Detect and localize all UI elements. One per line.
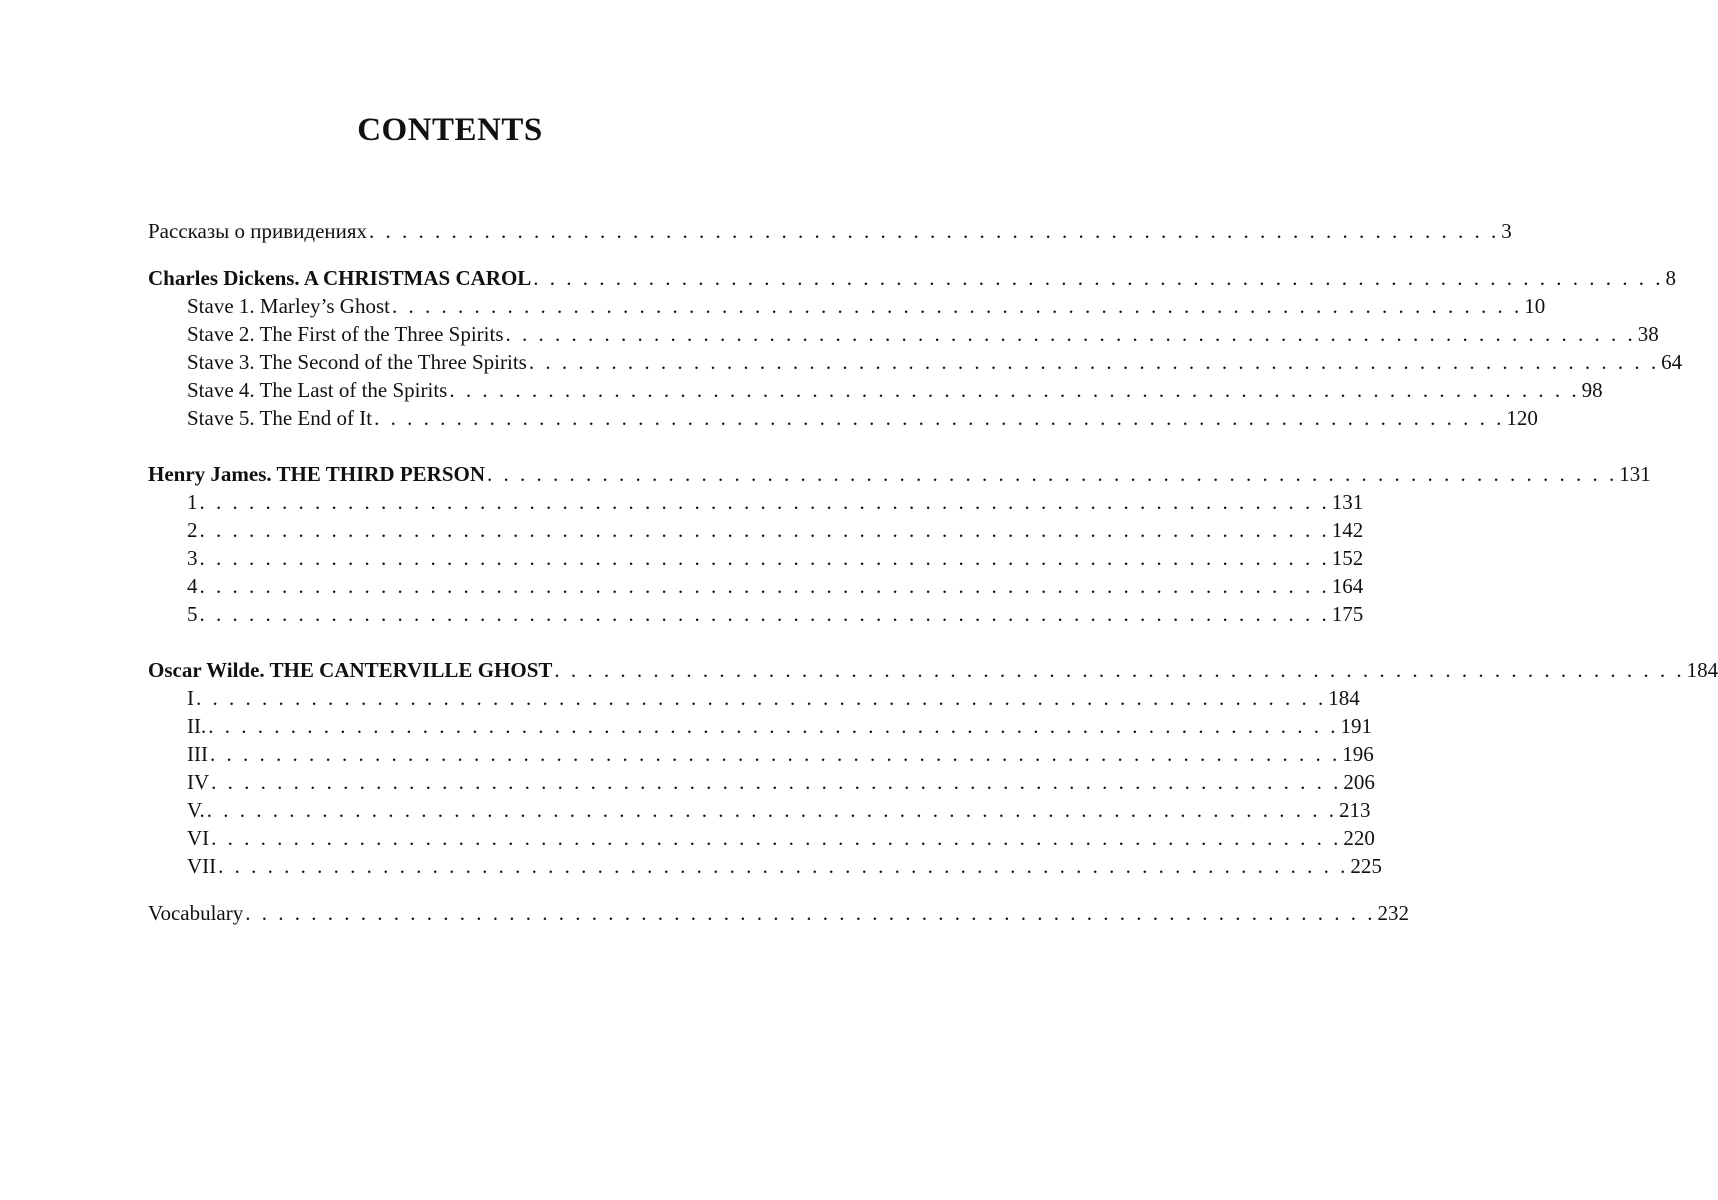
dot-leader: . . . . . . . . . . . . . . . . . . . . . . . . . . . . . . . . . . . . . . . . . . . . . . . . . . . . . . . . . . . . . . . . . . . . .	[245, 901, 1376, 925]
toc-entry[interactable]	[148, 600, 1364, 628]
toc-entry-label: V.	[187, 798, 205, 822]
toc-entry[interactable]	[148, 320, 1659, 348]
dot-leader: . . . . . . . . . . . . . . . . . . . . . . . . . . . . . . . . . . . . . . . . . . . . . . . . . . . . . . . . . . . . . . . . . . . . .	[211, 770, 1342, 794]
toc-entry[interactable]	[148, 572, 1364, 600]
toc-entry-label: 3	[187, 546, 198, 570]
toc-entry-label: Рассказы о привидениях	[148, 219, 368, 243]
toc-page-number: 152	[1331, 546, 1364, 570]
toc-entry-label: Stave 1. Marley’s Ghost	[187, 294, 390, 318]
toc-entry-label: Stave 5. The End of It	[187, 406, 373, 430]
toc-entry-label: Oscar Wilde. THE CANTERVILLE GHOST	[148, 658, 553, 682]
dot-leader: . . . . . . . . . . . . . . . . . . . . . . . . . . . . . . . . . . . . . . . . . . . . . . . . . . . . . . . . . . . . . . . . . . . . .	[505, 322, 1636, 346]
dot-leader: . . . . . . . . . . . . . . . . . . . . . . . . . . . . . . . . . . . . . . . . . . . . . . . . . . . . . . . . . . . . . . . . . . . . .	[528, 350, 1660, 374]
dot-leader: . . . . . . . . . . . . . . . . . . . . . . . . . . . . . . . . . . . . . . . . . . . . . . . . . . . . . . . . . . . . . . . . . . . . .	[199, 602, 1330, 626]
dot-leader: . . . . . . . . . . . . . . . . . . . . . . . . . . . . . . . . . . . . . . . . . . . . . . . . . . . . . . . . . . . . . . . . . . . . .	[218, 854, 1349, 878]
toc-entry[interactable]	[148, 740, 1374, 768]
toc-entry[interactable]	[148, 796, 1371, 824]
toc-entry-label: Stave 4. The Last of the Spirits	[187, 378, 448, 402]
toc-entry[interactable]	[148, 852, 1382, 880]
toc-entry[interactable]	[148, 348, 1683, 376]
dot-leader: . . . . . . . . . . . . . . . . . . . . . . . . . . . . . . . . . . . . . . . . . . . . . . . . . . . . . . . . . . . . . . . . . . . . .	[554, 658, 1685, 682]
dot-leader: . . . . . . . . . . . . . . . . . . . . . . . . . . . . . . . . . . . . . . . . . . . . . . . . . . . . . . . . . . . . . . . . . . . . .	[199, 518, 1330, 542]
toc-entry-label: Vocabulary	[148, 901, 244, 925]
toc-entry-label: II.	[187, 714, 207, 738]
dot-leader: . . . . . . . . . . . . . . . . . . . . . . . . . . . . . . . . . . . . . . . . . . . . . . . . . . . . . . . . . . . . . . . . . . . . .	[196, 686, 1327, 710]
dot-leader: . . . . . . . . . . . . . . . . . . . . . . . . . . . . . . . . . . . . . . . . . . . . . . . . . . . . . . . . . . . . . . . . . . . . .	[449, 378, 1580, 402]
toc-page-number: 120	[1506, 406, 1538, 430]
toc-entry-label: Stave 3. The Second of the Three Spirits	[187, 350, 527, 374]
toc-page-number: 213	[1338, 798, 1371, 822]
toc-page-number: 232	[1377, 901, 1409, 925]
toc-entry-label: Charles Dickens. A CHRISTMAS CAROL	[148, 266, 532, 290]
toc-entry[interactable]	[148, 544, 1364, 572]
toc-entry-label: VI	[187, 826, 210, 850]
toc-entry[interactable]	[148, 292, 1546, 320]
toc-entry-label: I	[187, 686, 194, 710]
table-of-contents	[148, 217, 1718, 927]
toc-entry-label: 2	[187, 518, 198, 542]
dot-leader: . . . . . . . . . . . . . . . . . . . . . . . . . . . . . . . . . . . . . . . . . . . . . . . . . . . . . . . . . . . . . . . . . . . . .	[199, 574, 1330, 598]
toc-page-number: 64	[1661, 350, 1683, 374]
toc-entry-vocabulary[interactable]	[148, 899, 1409, 927]
toc-page-number: 10	[1524, 294, 1546, 318]
toc-entry[interactable]	[148, 404, 1538, 432]
toc-entry[interactable]	[148, 824, 1375, 852]
dot-leader: . . . . . . . . . . . . . . . . . . . . . . . . . . . . . . . . . . . . . . . . . . . . . . . . . . . . . . . . . . . . . . . . . . . . .	[391, 294, 1523, 318]
toc-section-heading-james[interactable]	[148, 460, 1651, 488]
toc-page-number: 8	[1665, 266, 1677, 290]
page-title: CONTENTS	[357, 112, 543, 148]
toc-entry[interactable]	[148, 488, 1364, 516]
toc-page-number: 196	[1342, 742, 1374, 766]
toc-section-heading-dickens[interactable]	[148, 264, 1677, 292]
toc-entry-label: 1	[187, 490, 198, 514]
toc-page-number: 142	[1331, 518, 1364, 542]
toc-page-number: 175	[1331, 602, 1364, 626]
dot-leader: . . . . . . . . . . . . . . . . . . . . . . . . . . . . . . . . . . . . . . . . . . . . . . . . . . . . . . . . . . . . . . . . . . . . .	[533, 266, 1664, 290]
toc-entry-label: IV	[187, 770, 210, 794]
dot-leader: . . . . . . . . . . . . . . . . . . . . . . . . . . . . . . . . . . . . . . . . . . . . . . . . . . . . . . . . . . . . . . . . . . . . .	[211, 826, 1342, 850]
dot-leader: . . . . . . . . . . . . . . . . . . . . . . . . . . . . . . . . . . . . . . . . . . . . . . . . . . . . . . . . . . . . . . . . . . . . .	[369, 219, 1500, 243]
toc-page-number: 191	[1340, 714, 1372, 738]
toc-page-number: 184	[1686, 658, 1718, 682]
toc-entry-label: Henry James. THE THIRD PERSON	[148, 462, 486, 486]
toc-page-number: 131	[1619, 462, 1651, 486]
toc-entry[interactable]	[148, 768, 1375, 796]
toc-page-number: 3	[1501, 219, 1512, 243]
toc-page-number: 225	[1350, 854, 1382, 878]
toc-page-number: 98	[1581, 378, 1603, 402]
toc-entry-label: Stave 2. The First of the Three Spirits	[187, 322, 504, 346]
toc-page-number: 220	[1343, 826, 1375, 850]
toc-entry[interactable]	[148, 712, 1372, 740]
toc-entry-label: III	[187, 742, 208, 766]
dot-leader: . . . . . . . . . . . . . . . . . . . . . . . . . . . . . . . . . . . . . . . . . . . . . . . . . . . . . . . . . . . . . . . . . . . . .	[199, 546, 1330, 570]
toc-page-number: 184	[1328, 686, 1360, 710]
toc-page-number: 38	[1637, 322, 1659, 346]
dot-leader: . . . . . . . . . . . . . . . . . . . . . . . . . . . . . . . . . . . . . . . . . . . . . . . . . . . . . . . . . . . . . . . . . . . . .	[209, 742, 1341, 766]
toc-page-number: 131	[1331, 490, 1364, 514]
toc-page-number: 164	[1331, 574, 1364, 598]
dot-leader: . . . . . . . . . . . . . . . . . . . . . . . . . . . . . . . . . . . . . . . . . . . . . . . . . . . . . . . . . . . . . . . . . . . . .	[487, 462, 1618, 486]
dot-leader: . . . . . . . . . . . . . . . . . . . . . . . . . . . . . . . . . . . . . . . . . . . . . . . . . . . . . . . . . . . . . . . . . . . . .	[374, 406, 1505, 430]
dot-leader: . . . . . . . . . . . . . . . . . . . . . . . . . . . . . . . . . . . . . . . . . . . . . . . . . . . . . . . . . . . . . . . . . . . . .	[199, 490, 1330, 514]
toc-entry-preface[interactable]	[148, 217, 1512, 245]
toc-entry[interactable]	[148, 684, 1360, 712]
toc-page-number: 206	[1343, 770, 1375, 794]
toc-entry-label: 4	[187, 574, 198, 598]
dot-leader: . . . . . . . . . . . . . . . . . . . . . . . . . . . . . . . . . . . . . . . . . . . . . . . . . . . . . . . . . . . . . . . . . . . . .	[208, 714, 1339, 738]
toc-entry[interactable]	[148, 376, 1603, 404]
toc-entry[interactable]	[148, 516, 1364, 544]
toc-entry-label: 5	[187, 602, 198, 626]
dot-leader: . . . . . . . . . . . . . . . . . . . . . . . . . . . . . . . . . . . . . . . . . . . . . . . . . . . . . . . . . . . . . . . . . . . . .	[206, 798, 1337, 822]
toc-entry-label: VII	[187, 854, 217, 878]
toc-section-heading-wilde[interactable]	[148, 656, 1718, 684]
